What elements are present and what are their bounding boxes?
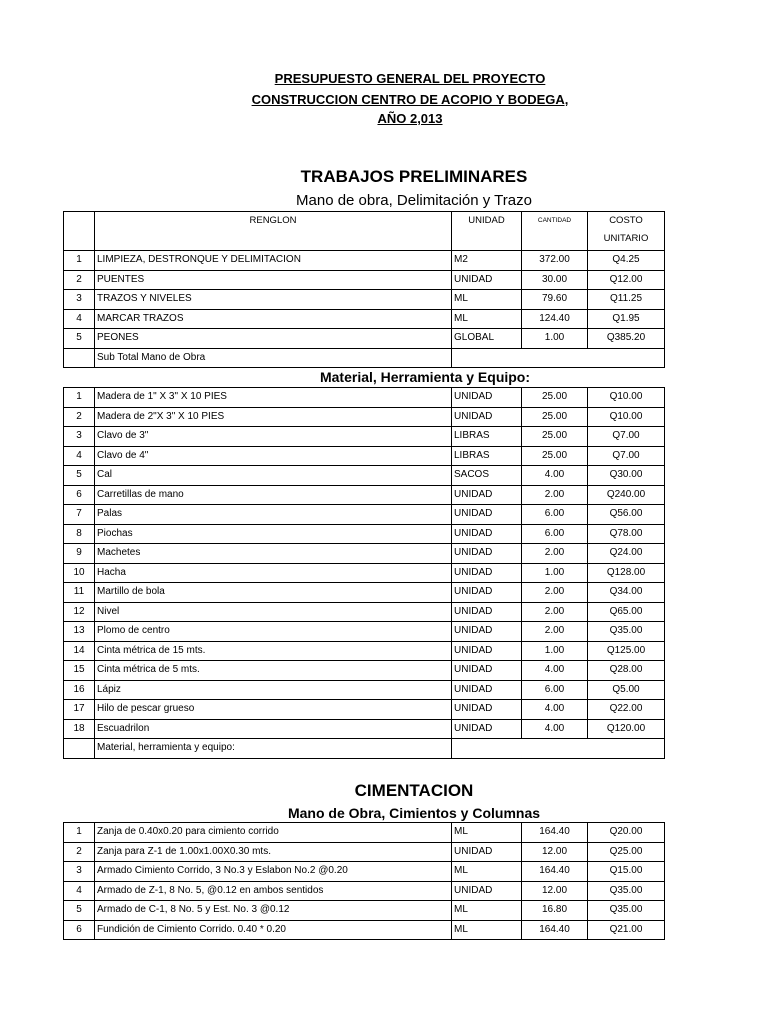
row-number: 18 — [64, 719, 95, 739]
cimentacion-subtitle: Mano de Obra, Cimientos y Columnas — [287, 805, 541, 821]
row-quantity: 25.00 — [522, 446, 588, 466]
labor-table — [63, 211, 665, 368]
row-quantity: 164.40 — [522, 862, 588, 882]
row-quantity: 2.00 — [522, 622, 588, 642]
row-unit-cost: Q10.00 — [588, 407, 665, 427]
row-quantity: 30.00 — [522, 270, 588, 290]
header-cantidad: CANTIDAD — [522, 212, 588, 251]
cimentacion-table — [63, 822, 665, 940]
row-number: 6 — [64, 485, 95, 505]
table-row — [64, 524, 665, 544]
header-costo — [588, 212, 665, 251]
row-description: Lápiz — [95, 680, 452, 700]
header-number-cell — [64, 212, 95, 251]
row-quantity: 12.00 — [522, 842, 588, 862]
table-row — [64, 485, 665, 505]
row-description: Carretillas de mano — [95, 485, 452, 505]
row-description: Fundición de Cimiento Corrido. 0.40 * 0.20 — [95, 920, 452, 940]
header-costo-line2: UNITARIO — [603, 233, 649, 244]
table-row — [64, 823, 665, 843]
row-unit-cost: Q7.00 — [588, 427, 665, 447]
row-unit: UNIDAD — [452, 485, 522, 505]
row-description: Madera de 2"X 3" X 10 PIES — [95, 407, 452, 427]
row-quantity: 4.00 — [522, 661, 588, 681]
row-unit: ML — [452, 920, 522, 940]
row-number: 4 — [64, 881, 95, 901]
row-number: 12 — [64, 602, 95, 622]
doc-title-line2: CONSTRUCCION CENTRO DE ACOPIO Y BODEGA, — [251, 92, 569, 107]
row-unit-cost: Q15.00 — [588, 862, 665, 882]
row-unit: M2 — [452, 251, 522, 271]
row-unit: UNIDAD — [452, 700, 522, 720]
row-quantity: 164.40 — [522, 823, 588, 843]
row-unit-cost: Q22.00 — [588, 700, 665, 720]
row-unit-cost: Q4.25 — [588, 251, 665, 271]
row-unit: UNIDAD — [452, 719, 522, 739]
row-description: PUENTES — [95, 270, 452, 290]
row-description: Escuadrilon — [95, 719, 452, 739]
row-unit: UNIDAD — [452, 388, 522, 408]
row-description: Armado de C-1, 8 No. 5 y Est. No. 3 @0.12 — [95, 901, 452, 921]
row-description: Machetes — [95, 544, 452, 564]
row-number: 1 — [64, 251, 95, 271]
row-unit-cost: Q34.00 — [588, 583, 665, 603]
table-row — [64, 427, 665, 447]
row-number: 13 — [64, 622, 95, 642]
table-row — [64, 920, 665, 940]
table-row — [64, 881, 665, 901]
row-unit-cost: Q20.00 — [588, 823, 665, 843]
material-table — [63, 387, 665, 759]
row-number: 9 — [64, 544, 95, 564]
table-row — [64, 719, 665, 739]
row-quantity: 12.00 — [522, 881, 588, 901]
row-number: 6 — [64, 920, 95, 940]
row-description: Madera de 1" X 3" X 10 PIES — [95, 388, 452, 408]
row-unit: LIBRAS — [452, 446, 522, 466]
row-unit: UNIDAD — [452, 602, 522, 622]
row-description: Plomo de centro — [95, 622, 452, 642]
table-row — [64, 680, 665, 700]
row-number: 4 — [64, 446, 95, 466]
row-description: Martillo de bola — [95, 583, 452, 603]
section-title-cimentacion: CIMENTACION — [354, 781, 474, 800]
row-number: 11 — [64, 583, 95, 603]
row-unit-cost: Q7.00 — [588, 446, 665, 466]
row-number: 14 — [64, 641, 95, 661]
section-title-preliminares: TRABAJOS PRELIMINARES — [300, 167, 528, 186]
row-unit: UNIDAD — [452, 270, 522, 290]
row-description: TRAZOS Y NIVELES — [95, 290, 452, 310]
row-quantity: 4.00 — [522, 719, 588, 739]
table-row — [64, 466, 665, 486]
row-unit: UNIDAD — [452, 583, 522, 603]
row-number: 17 — [64, 700, 95, 720]
row-description: Zanja para Z-1 de 1.00x1.00X0.30 mts. — [95, 842, 452, 862]
row-unit: UNIDAD — [452, 842, 522, 862]
row-quantity: 124.40 — [522, 309, 588, 329]
row-number: 2 — [64, 842, 95, 862]
table-row — [64, 641, 665, 661]
table-row — [64, 901, 665, 921]
row-unit-cost: Q128.00 — [588, 563, 665, 583]
row-unit: UNIDAD — [452, 641, 522, 661]
table-row — [64, 407, 665, 427]
row-description: MARCAR TRAZOS — [95, 309, 452, 329]
row-quantity: 79.60 — [522, 290, 588, 310]
row-unit: UNIDAD — [452, 680, 522, 700]
row-unit-cost: Q28.00 — [588, 661, 665, 681]
row-quantity: 164.40 — [522, 920, 588, 940]
row-quantity: 2.00 — [522, 583, 588, 603]
row-description: Hilo de pescar grueso — [95, 700, 452, 720]
row-quantity: 2.00 — [522, 602, 588, 622]
row-quantity: 2.00 — [522, 544, 588, 564]
row-number: 5 — [64, 466, 95, 486]
row-description: PEONES — [95, 329, 452, 349]
row-description: Clavo de 3" — [95, 427, 452, 447]
row-number: 4 — [64, 309, 95, 329]
row-unit-cost: Q35.00 — [588, 901, 665, 921]
row-description: Palas — [95, 505, 452, 525]
row-unit-cost: Q120.00 — [588, 719, 665, 739]
subtotal-row — [64, 348, 665, 368]
row-unit: GLOBAL — [452, 329, 522, 349]
row-number: 5 — [64, 901, 95, 921]
row-unit-cost: Q65.00 — [588, 602, 665, 622]
material-subtitle: Material, Herramienta y Equipo: — [319, 369, 531, 385]
row-description: Zanja de 0.40x0.20 para cimiento corrido — [95, 823, 452, 843]
row-unit: UNIDAD — [452, 881, 522, 901]
row-unit: ML — [452, 290, 522, 310]
row-unit-cost: Q35.00 — [588, 622, 665, 642]
row-description: Armado de Z-1, 8 No. 5, @0.12 en ambos sentidos — [95, 881, 452, 901]
table-row — [64, 446, 665, 466]
row-number: 8 — [64, 524, 95, 544]
subtotal-row — [64, 739, 665, 759]
row-unit-cost: Q10.00 — [588, 388, 665, 408]
row-quantity: 2.00 — [522, 485, 588, 505]
subtotal-empty-cell — [64, 739, 95, 759]
row-number: 15 — [64, 661, 95, 681]
row-unit: ML — [452, 862, 522, 882]
row-number: 1 — [64, 823, 95, 843]
table-header-row — [64, 212, 665, 251]
row-unit-cost: Q5.00 — [588, 680, 665, 700]
row-description: Armado Cimiento Corrido, 3 No.3 y Eslabon No.2 @0.20 — [95, 862, 452, 882]
row-description: Cinta métrica de 15 mts. — [95, 641, 452, 661]
row-quantity: 4.00 — [522, 466, 588, 486]
subtotal-value-cell — [452, 739, 665, 759]
row-description: Piochas — [95, 524, 452, 544]
table-row — [64, 862, 665, 882]
row-number: 2 — [64, 270, 95, 290]
row-unit: ML — [452, 309, 522, 329]
row-unit-cost: Q24.00 — [588, 544, 665, 564]
row-unit-cost: Q240.00 — [588, 485, 665, 505]
header-costo-line1: COSTO — [609, 215, 643, 226]
row-number: 7 — [64, 505, 95, 525]
doc-title-line3: AÑO 2,013 — [377, 111, 443, 126]
row-number: 16 — [64, 680, 95, 700]
row-number: 5 — [64, 329, 95, 349]
row-quantity: 1.00 — [522, 329, 588, 349]
row-number: 3 — [64, 862, 95, 882]
row-unit: UNIDAD — [452, 563, 522, 583]
row-quantity: 25.00 — [522, 388, 588, 408]
labor-subtitle: Mano de obra, Delimitación y Trazo — [296, 192, 532, 209]
row-description: Clavo de 4" — [95, 446, 452, 466]
row-unit-cost: Q1.95 — [588, 309, 665, 329]
subtotal-value-cell — [452, 348, 665, 368]
table-row — [64, 602, 665, 622]
row-unit-cost: Q385.20 — [588, 329, 665, 349]
table-row — [64, 505, 665, 525]
row-unit-cost: Q12.00 — [588, 270, 665, 290]
table-row — [64, 388, 665, 408]
row-unit-cost: Q30.00 — [588, 466, 665, 486]
table-row — [64, 544, 665, 564]
row-unit-cost: Q125.00 — [588, 641, 665, 661]
table-row — [64, 700, 665, 720]
row-number: 1 — [64, 388, 95, 408]
row-quantity: 4.00 — [522, 700, 588, 720]
row-unit: ML — [452, 901, 522, 921]
row-unit: UNIDAD — [452, 505, 522, 525]
table-row — [64, 270, 665, 290]
row-unit-cost: Q25.00 — [588, 842, 665, 862]
table-row — [64, 329, 665, 349]
row-unit: UNIDAD — [452, 407, 522, 427]
row-number: 3 — [64, 290, 95, 310]
row-description: Nivel — [95, 602, 452, 622]
row-unit: LIBRAS — [452, 427, 522, 447]
row-number: 2 — [64, 407, 95, 427]
row-unit: UNIDAD — [452, 524, 522, 544]
table-row — [64, 842, 665, 862]
table-row — [64, 622, 665, 642]
row-unit-cost: Q21.00 — [588, 920, 665, 940]
row-quantity: 6.00 — [522, 505, 588, 525]
row-unit: UNIDAD — [452, 622, 522, 642]
table-row — [64, 309, 665, 329]
row-unit: ML — [452, 823, 522, 843]
row-description: Cinta métrica de 5 mts. — [95, 661, 452, 681]
table-row — [64, 290, 665, 310]
subtotal-empty-cell — [64, 348, 95, 368]
doc-title-line1: PRESUPUESTO GENERAL DEL PROYECTO — [274, 71, 546, 86]
row-number: 10 — [64, 563, 95, 583]
row-unit-cost: Q56.00 — [588, 505, 665, 525]
row-quantity: 25.00 — [522, 427, 588, 447]
header-unidad: UNIDAD — [452, 212, 522, 251]
table-row — [64, 583, 665, 603]
row-quantity: 1.00 — [522, 641, 588, 661]
row-quantity: 372.00 — [522, 251, 588, 271]
table-row — [64, 251, 665, 271]
subtotal-label: Sub Total Mano de Obra — [95, 348, 452, 368]
row-quantity: 16.80 — [522, 901, 588, 921]
row-quantity: 25.00 — [522, 407, 588, 427]
table-row — [64, 563, 665, 583]
header-renglon: RENGLON — [95, 212, 452, 251]
row-quantity: 1.00 — [522, 563, 588, 583]
row-quantity: 6.00 — [522, 680, 588, 700]
row-unit: UNIDAD — [452, 544, 522, 564]
row-description: Hacha — [95, 563, 452, 583]
row-unit: UNIDAD — [452, 661, 522, 681]
row-description: Cal — [95, 466, 452, 486]
row-number: 3 — [64, 427, 95, 447]
row-unit-cost: Q35.00 — [588, 881, 665, 901]
subtotal-label: Material, herramienta y equipo: — [95, 739, 452, 759]
row-description: LIMPIEZA, DESTRONQUE Y DELIMITACION — [95, 251, 452, 271]
row-unit: SACOS — [452, 466, 522, 486]
row-unit-cost: Q11.25 — [588, 290, 665, 310]
table-row — [64, 661, 665, 681]
row-unit-cost: Q78.00 — [588, 524, 665, 544]
row-quantity: 6.00 — [522, 524, 588, 544]
